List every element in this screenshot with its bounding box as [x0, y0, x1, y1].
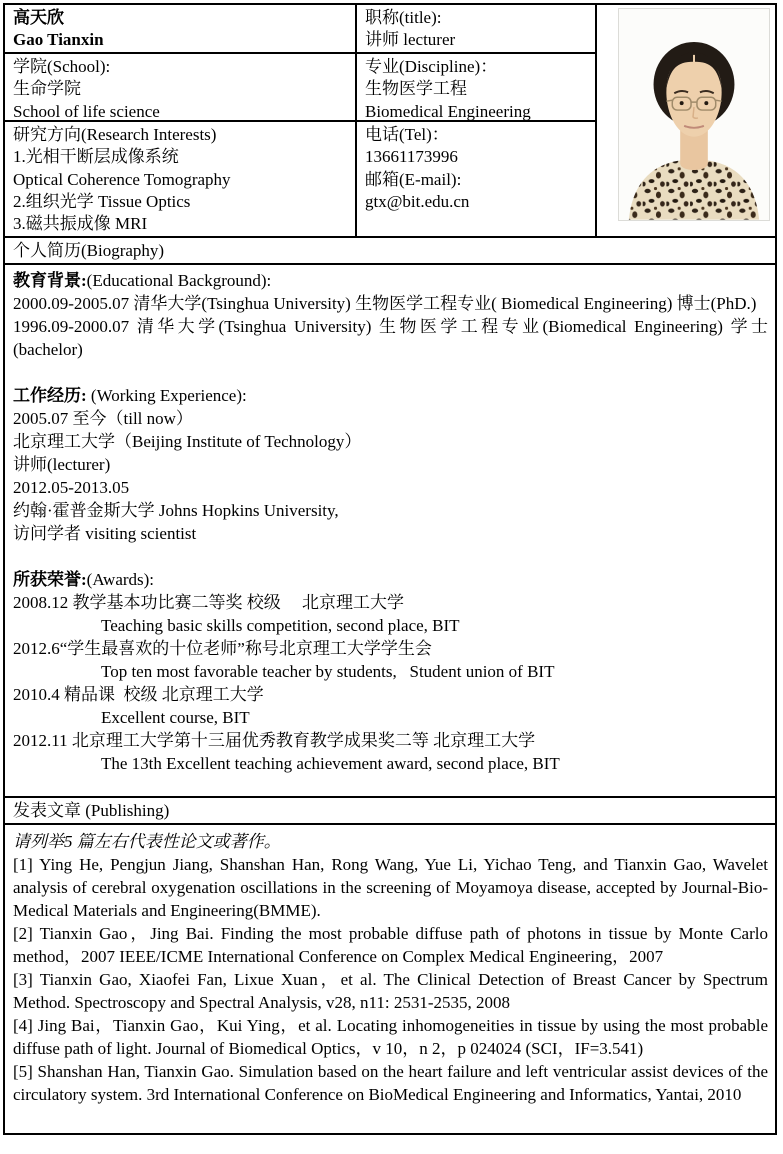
school-chinese: 生命学院 — [13, 79, 81, 99]
title-value: 讲师 lecturer — [365, 30, 456, 50]
awards-heading-cn: 所获荣誉: — [13, 570, 87, 589]
awards-heading-en: (Awards): — [86, 570, 155, 589]
research-item: 3.磁共振成像 MRI — [13, 214, 148, 234]
blank-line — [13, 545, 768, 568]
education-heading — [13, 269, 768, 292]
discipline-chinese: 生物医学工程 — [365, 79, 467, 99]
publication-item: [1] Ying He, Pengjun Jiang, Shanshan Han, Rong Wang, Yue Li, Yichao Teng, and Tianxin Gao, Wavelet analysis of cerebral oxygenation oscillations in the screening of Moyamoya disease, accepted by Journal-Bio-Medical Materials and Engineering(BMME). — [13, 855, 768, 920]
publishing-section-header — [5, 796, 775, 823]
work-heading-cn: 工作经历: — [13, 386, 87, 405]
work-heading — [13, 384, 768, 407]
cv-document — [3, 3, 777, 1135]
awards-heading — [13, 568, 768, 591]
research-item: 1.光相干断层成像系统 — [13, 147, 179, 167]
publication-item: [2] Tianxin Gao，Jing Bai. Finding the most probable diffuse path of photons in tissue by Monte Carlo method，2007 IEEE/ICME International Conference on Complex Medical Engineering，2007 — [13, 924, 768, 966]
education-entry: 1996.09-2000.07 清华大学(Tsinghua University) 生物医学工程专业(Biomedical Engineering) 学士(bachelor) — [13, 317, 768, 359]
school-cell — [5, 52, 355, 120]
name-english: Gao Tianxin — [13, 30, 104, 50]
award-entry: 2012.11 北京理工大学第十三届优秀教育教学成果奖二等 北京理工大学 — [13, 731, 536, 750]
education-heading-en: (Educational Background): — [86, 271, 272, 290]
discipline-cell — [355, 52, 595, 120]
award-entry: 2008.12 教学基本功比赛二等奖 校级 北京理工大学 — [13, 593, 404, 612]
award-entry: 2012.6“学生最喜欢的十位老师”称号北京理工大学学生会 — [13, 639, 432, 658]
publishing-note: 请列举5 篇左右代表性论文或著作。 — [13, 832, 281, 851]
award-translation: Top ten most favorable teacher by students, Student union of BIT — [101, 662, 555, 681]
publishing-header-label: 发表文章 (Publishing) — [13, 801, 170, 820]
award-translation: Excellent course, BIT — [101, 708, 250, 727]
work-entry: 讲师(lecturer) — [13, 455, 111, 474]
name-cell — [5, 5, 355, 52]
publication-item: [5] Shanshan Han, Tianxin Gao. Simulation based on the heart failure and left ventricular assist devices of the circulatory system. 3rd International Conference on BioMedical Engineering and Informatics, Yantai, 2010 — [13, 1062, 768, 1104]
school-label: 学院(School): — [13, 57, 111, 76]
education-heading-cn: 教育背景: — [13, 271, 87, 290]
publishing-content — [5, 823, 775, 1136]
work-entry: 访问学者 visiting scientist — [13, 524, 197, 543]
discipline-english: Biomedical Engineering — [365, 101, 531, 120]
award-translation: Teaching basic skills competition, second place, BIT — [101, 616, 460, 635]
email-value: gtx@bit.edu.cn — [365, 191, 470, 211]
education-entry: 2000.09-2005.07 清华大学(Tsinghua University) 生物医学工程专业( Biomedical Engineering) 博士(PhD.) — [13, 294, 757, 313]
biography-header-label: 个人简历(Biography) — [13, 241, 165, 260]
contact-cell — [355, 120, 595, 236]
profile-header-table — [5, 5, 775, 236]
name-chinese: 高天欣 — [13, 8, 64, 27]
email-label: 邮箱(E-mail): — [365, 169, 462, 189]
research-item: Optical Coherence Tomography — [13, 169, 231, 189]
publication-item: [3] Tianxin Gao, Xiaofei Fan, Lixue Xuan，et al. The Clinical Detection of Breast Cancer by Spectrum Method. Spectroscopy and Spectral Analysis, v28, n11: 2531-2535, 2008 — [13, 970, 768, 1012]
work-entry: 约翰·霍普金斯大学 Johns Hopkins University, — [13, 501, 339, 520]
title-label: 职称(title): — [365, 8, 442, 27]
biography-section-header — [5, 236, 775, 263]
research-item: 2.组织光学 Tissue Optics — [13, 191, 191, 211]
research-interests-cell — [5, 120, 355, 236]
photo-cell — [595, 5, 775, 236]
tel-value: 13661173996 — [365, 147, 458, 167]
work-entry: 2012.05-2013.05 — [13, 478, 130, 497]
award-entry: 2010.4 精品课 校级 北京理工大学 — [13, 685, 264, 704]
discipline-label: 专业(Discipline)： — [365, 57, 498, 76]
work-entry: 北京理工大学（Beijing Institute of Technology） — [13, 432, 362, 451]
biography-content — [5, 263, 775, 796]
school-english: School of life science — [13, 101, 160, 120]
publication-item: [4] Jing Bai，Tianxin Gao，Kui Ying，et al. Locating inhomogeneities in tissue by using the most probable diffuse path of light. Journal of Biomedical Optics，v 10，n 2，p 024024 (SCI，IF=3.541) — [13, 1016, 768, 1058]
profile-photo — [618, 8, 770, 221]
title-cell — [355, 5, 595, 52]
blank-line — [13, 361, 768, 384]
research-label: 研究方向(Research Interests) — [13, 125, 217, 144]
work-entry: 2005.07 至今（till now） — [13, 409, 193, 428]
award-translation: The 13th Excellent teaching achievement award, second place, BIT — [101, 754, 560, 773]
work-heading-en: (Working Experience): — [86, 386, 247, 405]
tel-label: 电话(Tel)： — [365, 125, 449, 144]
